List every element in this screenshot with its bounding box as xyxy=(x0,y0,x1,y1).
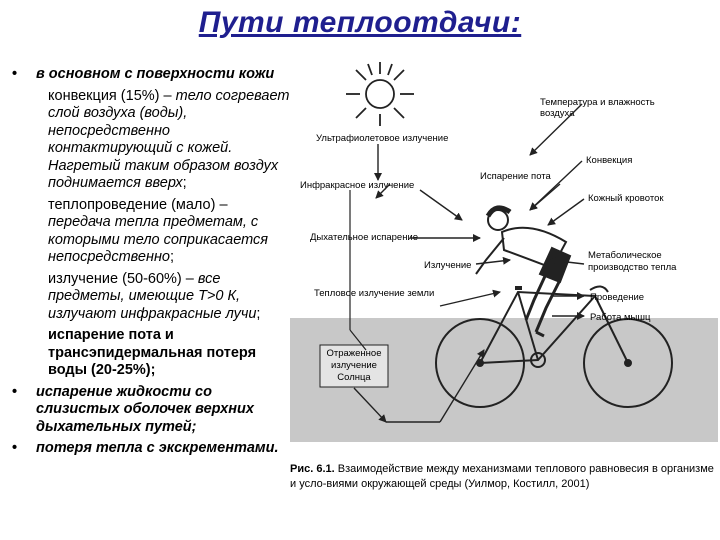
bullet-dot: • xyxy=(12,66,18,82)
sun-icon xyxy=(346,62,414,126)
bullet-dot: • xyxy=(12,440,18,456)
item-evaporation: испарение пота и трансэпидермальная потеря воды (20-25%); xyxy=(48,327,257,378)
label-ground-heat: Тепловое излучение земли xyxy=(314,288,435,299)
label-reflected-1: Отраженное xyxy=(326,348,382,359)
label-infrared: Инфракрасное излучение xyxy=(300,180,415,191)
caption-text: Взаимодействие между механизмами теплового равновесия в организме и усло-виями окружающей среды (Уилмор, Костилл, 2001) xyxy=(290,463,714,490)
radiation-end: ; xyxy=(256,305,261,322)
text-column xyxy=(10,66,292,462)
label-temp-humidity-2: воздуха xyxy=(540,108,575,119)
item-conduction xyxy=(10,197,292,267)
label-reflected-3: Солнца xyxy=(337,372,371,383)
bullet-dot: • xyxy=(12,383,18,400)
convection-end: ; xyxy=(182,175,187,191)
bullet-excrement-text: потеря тепла с экскрементами. xyxy=(36,440,279,456)
label-muscle-work: Работа мышц xyxy=(590,312,651,323)
radiation-head: излучение (50-60%) – xyxy=(48,270,194,287)
conduction-end: ; xyxy=(169,249,175,265)
conduction-desc: передача тепла предметам, с которыми тело соприкасается непосредственно xyxy=(48,214,269,265)
caption-number: Рис. 6.1. xyxy=(290,463,335,475)
bullet-skin xyxy=(10,66,292,84)
label-resp-evap: Дыхательное испарение xyxy=(310,232,419,243)
convection-head: конвекция (15%) – xyxy=(48,87,172,104)
figure-caption xyxy=(290,462,716,492)
bullet-respiratory xyxy=(10,384,292,437)
label-metabolic-2: производство тепла xyxy=(588,262,677,273)
label-radiation: Излучение xyxy=(424,260,472,271)
label-uv: Ультрафиолетовое излучение xyxy=(316,133,449,144)
conduction-head: теплопроведение (мало) – xyxy=(48,196,228,213)
slide-title: Пути теплоотдачи: xyxy=(198,6,522,39)
item-radiation xyxy=(10,271,292,324)
label-reflected-2: излучение xyxy=(331,360,377,371)
label-sweat-evap: Испарение пота xyxy=(480,171,551,182)
label-conduction: Проведение xyxy=(590,292,645,303)
bullet-skin-text: в основном с поверхности кожи xyxy=(36,66,275,82)
heat-exchange-figure xyxy=(290,60,718,500)
bullet-respiratory-text: испарение жидкости со слизистых оболочек верхних дыхательных путей; xyxy=(36,383,254,435)
convection-desc: тело согревает слой воздуха (воды), непосредственно контактирующий с кожей. Нагретый таким образом воздух поднимается вверх xyxy=(48,87,290,191)
label-metabolic-1: Метаболическое xyxy=(588,250,662,261)
item-convection xyxy=(10,88,292,193)
radiation-desc: все предметы, имеющие Т>0 К, излучают инфракрасные лучи xyxy=(48,270,257,322)
label-temp-humidity-1: Температура и влажность xyxy=(540,97,655,108)
label-skin-blood: Кожный кровоток xyxy=(588,193,664,204)
bullet-excrement xyxy=(10,440,292,458)
label-convection: Конвекция xyxy=(586,155,633,166)
